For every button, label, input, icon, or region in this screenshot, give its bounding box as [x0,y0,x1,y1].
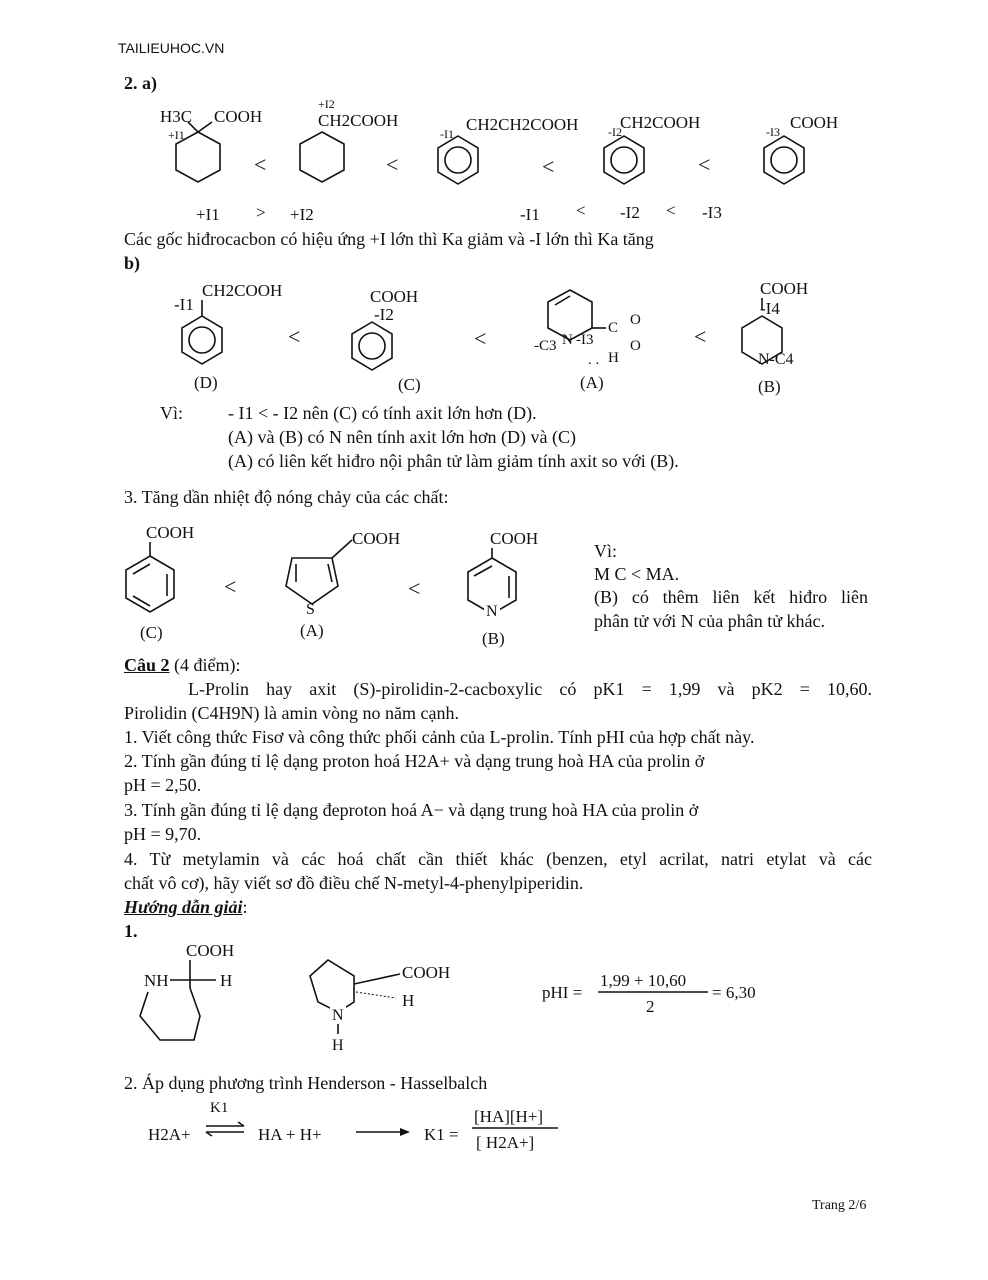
mol-a [534,290,641,392]
effect-text: -I2 [620,203,640,222]
reason-3-vi: Vì: [594,541,618,561]
label-result: = 6,30 [712,983,756,1002]
label-i3: -I3 [576,332,594,348]
solution-1-label: 1. [124,921,138,941]
less-than: < [542,154,555,179]
label-chain: COOH [790,113,839,132]
part-3-title: 3. Tăng dần nhiệt độ nóng chảy của các chất: [124,487,449,507]
less-than: < [224,574,237,599]
figure-2a-acidity [150,92,880,230]
label-cooh: COOH [214,107,263,126]
label-nh: NH [144,971,169,990]
mol-benzoic [126,523,194,642]
question-2-title: Câu 2 [124,655,170,675]
reason-b-line3: (A) có liên kết hiđro nội phân tử làm giảm tính axit so với (B). [228,451,679,471]
effect-text: -I1 [520,205,540,224]
mol-b [742,279,808,396]
less-than: < [694,324,707,349]
less-than: < [254,152,267,177]
reason-3-line1: M C < MA. [594,564,680,584]
label-n: N-C4 [758,351,794,368]
reason-3-line3: phân tử với N của phân tử khác. [594,611,825,631]
less-than: < [408,576,421,601]
label-k-eq: K1 = [424,1125,459,1144]
intro-line2: Pirolidin (C4H9N) là amin vòng no năm cạnh. [124,703,459,723]
label-a: (A) [580,373,604,392]
less-than: < [698,152,711,177]
mol-thiophene-acid [286,529,400,640]
question-2-points: (4 điểm): [169,655,241,675]
label-numerator: 1,99 + 10,60 [600,971,687,990]
solution-2-title: 2. Áp dụng phương trình Henderson - Hasselbalch [124,1073,488,1093]
label-chain: CH2CH2COOH [466,115,579,134]
label-effect: -I1 [174,295,194,314]
label-effect: -I1 [440,127,454,141]
label-cooh: COOH [146,523,195,542]
mol-phenylacetic-acid [604,113,700,184]
mol-phenylpropanoic-acid [438,115,578,184]
label-n: N [562,332,573,348]
label-o: O [630,338,641,354]
site-header: TAILIEUHOC.VN [118,40,225,56]
label-numerator: [HA][H+] [474,1107,544,1126]
label-effect: -I2 [608,125,622,139]
solution-colon: : [242,897,248,917]
solution-title: Hướng dẫn giải [124,897,243,917]
question-3a: 3. Tính gần đúng tỉ lệ dạng đeproton hoá A− và dạng trung hoà HA của prolin ở [124,800,699,820]
effect-text: -I3 [702,203,722,222]
label-h: H [608,350,619,366]
mol-d [174,281,282,392]
effect-text: < [666,201,676,220]
label-cooh: COOH [402,963,451,982]
label-effect: -I2 [374,305,394,324]
ph-formula [542,971,756,1016]
mol-isonicotinic [468,529,538,648]
solution-heading [124,896,247,918]
effect-text: +I1 [196,205,220,224]
label-cooh: COOH [490,529,539,548]
mol-methylcyclohexane-acid [160,107,262,182]
label-c: (C) [140,623,163,642]
label-b: (B) [482,629,505,648]
label-chain: CH2COOH [202,281,283,300]
label-products: HA + H+ [258,1125,322,1144]
label-b: (B) [758,377,781,396]
mol-cyclohexylacetic-acid [300,97,398,182]
figure-3-melting [120,516,580,648]
label-chain: CH2COOH [620,113,701,132]
label-effect: -I4 [760,299,780,318]
label-c: (C) [398,375,421,394]
mol-c [352,287,421,394]
label-s: S [306,601,315,618]
label-effect: -I3 [766,125,780,139]
label-effect: +I1 [168,128,185,142]
effect-text: +I2 [290,205,314,224]
less-than: < [288,324,301,349]
reason-3-line2: (B) có thêm liên kết hiđro liên [594,587,868,607]
label-h2a: H2A+ [148,1125,191,1144]
label-k1: K1 [210,1100,229,1116]
reason-b-line1: - I1 < - I2 nên (C) có tính axit lớn hơn (D). [228,403,537,423]
page-number: Trang 2/6 [812,1198,867,1213]
label-chain: CH2COOH [318,111,399,130]
label-denominator: [ H2A+] [476,1133,535,1152]
label-effect: +I2 [318,97,335,111]
intro-line1: L-Prolin hay axit (S)-pirolidin-2-cacboxylic có pK1 = 1,99 và pK2 = 10,60. [188,679,872,699]
part-2b-label: b) [124,253,141,273]
label-nh: H [332,1037,344,1054]
effect-text: < [576,201,586,220]
question-2b: pH = 2,50. [124,775,202,795]
hbond-dots: . . [588,352,600,368]
question-2a: 2. Tính gần đúng tỉ lệ dạng proton hoá H2A+ và dạng trung hoà HA của prolin ở [124,751,705,771]
label-cooh: COOH [186,941,235,960]
less-than: < [386,152,399,177]
label-h: H [220,971,233,990]
label-h: H [402,991,415,1010]
less-than: < [474,326,487,351]
question-4b: chất vô cơ), hãy viết sơ đồ điều chế N-metyl-4-phenylpiperidin. [124,873,584,893]
label-n: N [332,1007,344,1024]
label-d: (D) [194,373,218,392]
label-denominator: 2 [646,997,655,1016]
figure-2b-acidity [160,272,860,402]
reason-b-line2: (A) và (B) có N nên tính axit lớn hơn (D) và (C) [228,427,576,447]
fischer-projection [140,941,234,1040]
equilibrium-equation [140,1094,580,1158]
part-2a-label: 2. a) [124,73,157,93]
label-o: O [630,312,641,328]
label-chain: COOH [760,279,809,298]
label-c3: -C3 [534,338,557,354]
reason-vi-label: Vì: [160,403,184,423]
label-chain: COOH [370,287,419,306]
effect-comparison-row [196,201,722,224]
effect-text: > [256,203,266,222]
label-c: C [608,320,619,336]
label-ph: pHI = [542,983,583,1002]
question-2-heading [124,654,241,676]
label-n: N [486,603,498,620]
question-1: 1. Viết công thức Fisơ và công thức phối cảnh của L-prolin. Tính pHI của hợp chất này. [124,727,755,747]
question-4a: 4. Từ metylamin và các hoá chất cần thiết khác (benzen, etyl acrilat, natri etylat và các [124,849,872,869]
label-cooh: COOH [352,529,401,548]
mol-benzoic-acid [764,113,838,184]
figure-proline-structures [130,936,810,1056]
question-3b: pH = 9,70. [124,824,202,844]
perspective-formula [310,960,450,1054]
label-a: (A) [300,621,324,640]
conclusion-2a: Các gốc hiđrocacbon có hiệu ứng +I lớn thì Ka giảm và -I lớn thì Ka tăng [124,229,654,249]
label-h3c: H3C [160,107,193,126]
